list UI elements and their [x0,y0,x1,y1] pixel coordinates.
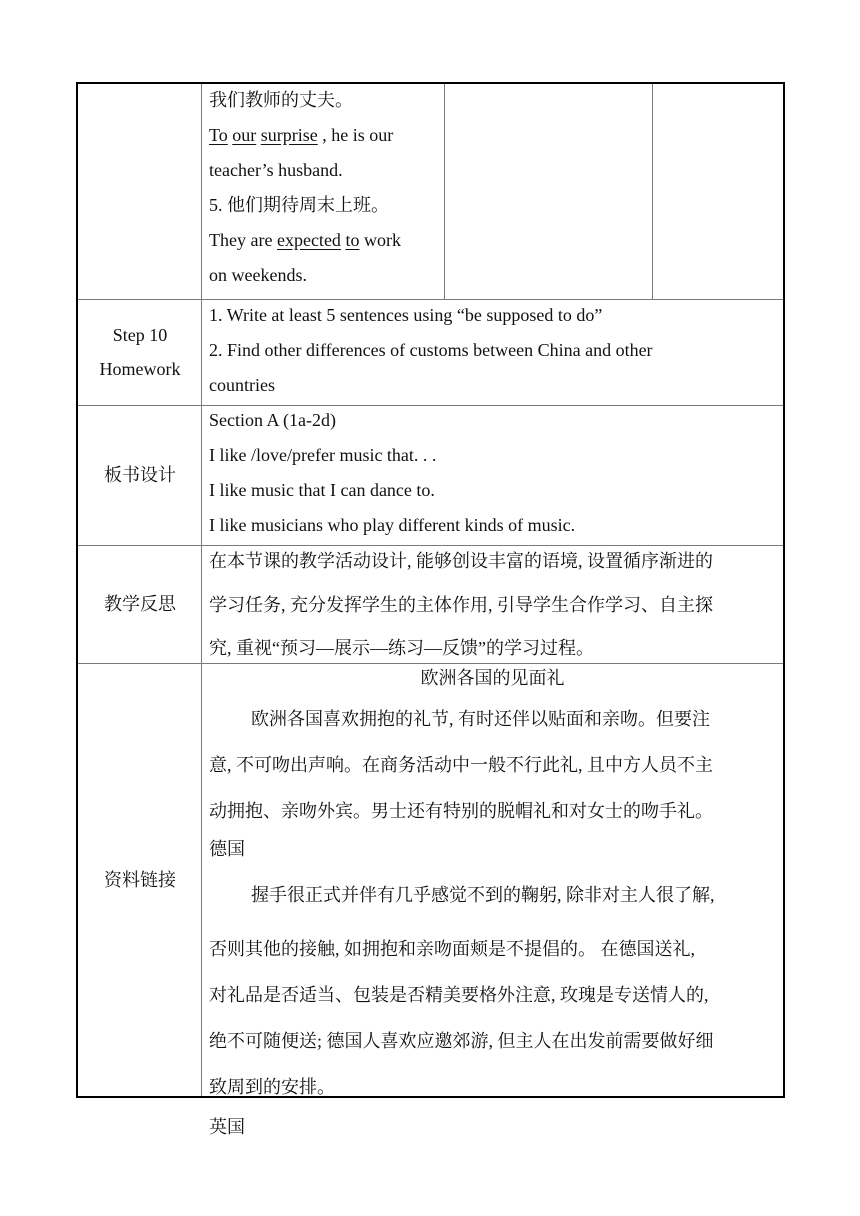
homework-line: 2. Find other differences of customs between China and other [209,340,653,360]
resource-line: 握手很正式并伴有几乎感觉不到的鞠躬, 除非对主人很了解, [251,885,715,905]
homework-line: 1. Write at least 5 sentences using “be supposed to do” [209,305,603,325]
example-line [209,223,401,258]
resource-line: 绝不可随便送; 德国人喜欢应邀郊游, 但主人在出发前需要做好细 [209,1031,714,1051]
sentence-text: , he is our [322,125,394,145]
board-line: I like /love/prefer music that. . . [209,445,437,465]
board-line: Section A (1a-2d) [209,410,336,430]
resource-subheading: 英国 [209,1117,245,1137]
reflection-line: 在本节课的教学活动设计, 能够创设丰富的语境, 设置循序渐进的 [209,551,713,571]
resource-line: 欧洲各国喜欢拥抱的礼节, 有时还伴以贴面和亲吻。但要注 [251,709,710,729]
resource-link-cell [209,696,715,1144]
label-line: 板书设计 [104,465,176,485]
example-line: 5. 他们期待周末上班。 [209,195,389,215]
underlined-word: surprise [260,125,318,145]
sentence-text: work [363,230,401,250]
board-line: I like music that I can dance to. [209,480,435,500]
examples-cell [209,83,401,293]
underlined-word: To [209,125,228,145]
board-line: I like musicians who play different kinds of music. [209,515,576,535]
resource-line: 否则其他的接触, 如拥抱和亲吻面颊是不提倡的。 在德国送礼, [209,939,695,959]
teaching-reflection-label [78,545,202,663]
example-line: teacher’s husband. [209,160,343,180]
column-divider [652,84,653,299]
resource-subheading: 德国 [209,839,245,859]
label-line: Step 10 [112,325,168,345]
label-line: 资料链接 [104,869,176,890]
lesson-plan-table [76,82,785,1137]
underlined-word: expected [276,230,341,250]
homework-label [78,299,202,405]
sentence-text: They are [209,230,273,250]
column-divider [444,84,445,299]
example-line [209,118,401,153]
label-line: 教学反思 [104,594,176,614]
label-line: Homework [99,359,181,379]
resource-link-label [78,663,202,1096]
reflection-line: 究, 重视“预习—展示—练习—反馈”的学习过程。 [209,638,594,658]
example-line: 我们教师的丈夫。 [209,90,353,110]
homework-line: countries [209,375,275,395]
blackboard-design-cell [209,403,575,543]
example-line: on weekends. [209,265,307,285]
homework-cell [209,298,653,403]
underlined-word: our [232,125,257,145]
underlined-word: to [345,230,360,250]
teaching-reflection-cell [209,540,713,671]
resource-line: 对礼品是否适当、包装是否精美要格外注意, 玫瑰是专送情人的, [209,985,709,1005]
resource-title: 欧洲各国的见面礼 [420,668,565,688]
reflection-line: 学习任务, 充分发挥学生的主体作用, 引导学生合作学习、自主探 [209,594,713,615]
resource-line: 意, 不可吻出声响。在商务活动中一般不行此礼, 且中方人员不主 [209,755,713,775]
blackboard-design-label [78,405,202,545]
resource-line: 动拥抱、亲吻外宾。男士还有特别的脱帽礼和对女士的吻手礼。 [209,801,713,821]
resource-line: 致周到的安排。 [209,1077,335,1097]
